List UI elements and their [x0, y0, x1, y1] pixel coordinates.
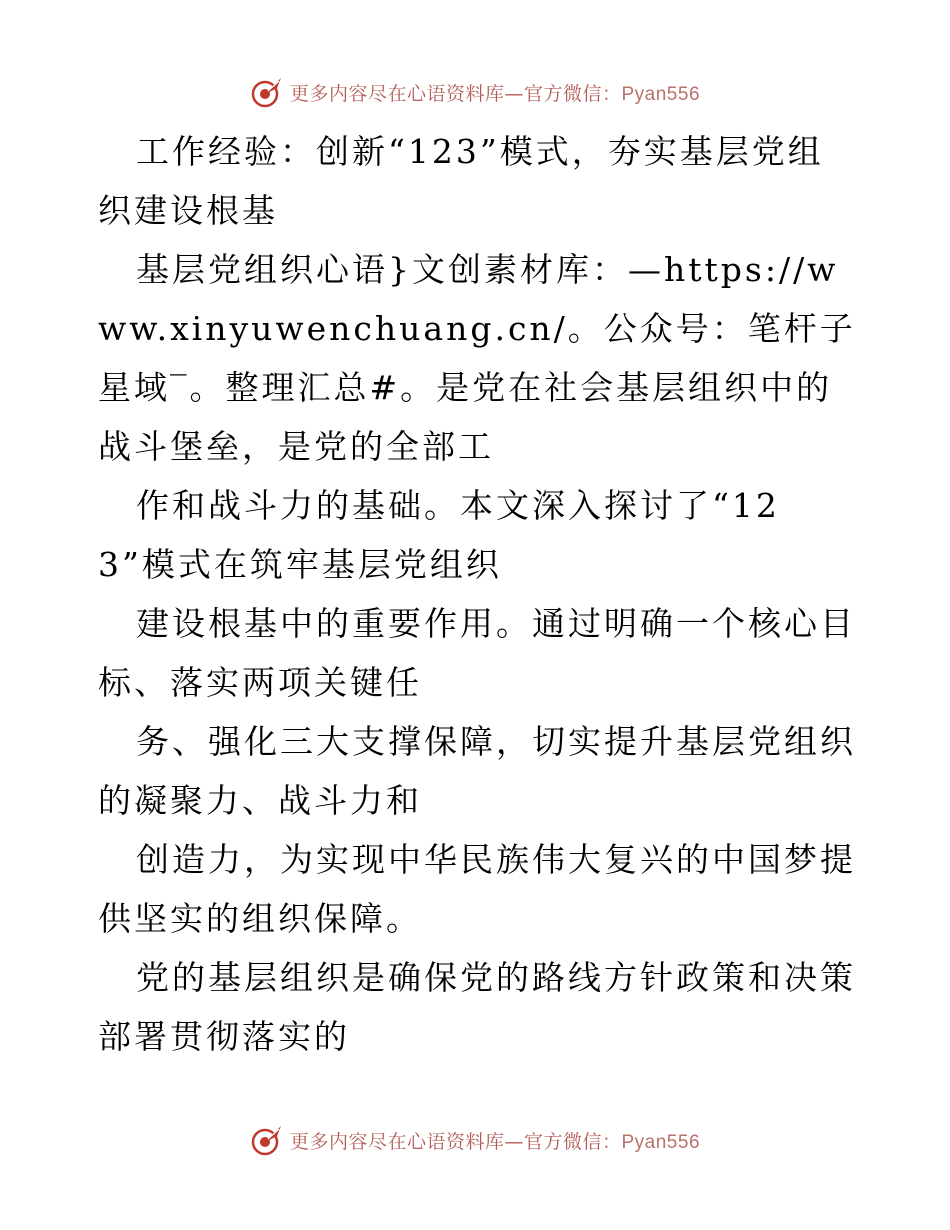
paragraph-implementation: 党的基层组织是确保党的路线方针政策和决策部署贯彻落实的 — [98, 958, 856, 1056]
header-watermark — [0, 70, 950, 114]
quill-logo-icon — [250, 1123, 284, 1157]
header-watermark-text: 更多内容尽在心语资料库—官方微信： — [289, 82, 622, 105]
header-watermark-id: Pyan556 — [621, 83, 701, 105]
quill-logo-icon — [250, 75, 284, 109]
paragraph-tasks: 务、强化三大支撑保障，切实提升基层党组织的凝聚力、战斗力和 — [98, 722, 856, 820]
footer-watermark — [0, 1118, 950, 1162]
paragraph-intro: 基层党组织心语}文创素材库：—https://www.xinyuwenchuang.cn/。公众号：笔杆子星域‾。整理汇总#。是党在社会基层组织中的战斗堡垒，是党的全部工 — [98, 250, 856, 466]
paragraph-title: 工作经验：创新“123”模式，夯实基层党组织建设根基 — [98, 132, 824, 230]
paragraph-creativity: 创造力，为实现中华民族伟大复兴的中国梦提供坚实的组织保障。 — [98, 840, 856, 938]
footer-watermark-id: Pyan556 — [621, 1131, 701, 1153]
document-body — [98, 122, 858, 1066]
paragraph-basis: 作和战斗力的基础。本文深入探讨了“123”模式在筑牢基层党组织 — [98, 486, 780, 584]
footer-watermark-text: 更多内容尽在心语资料库—官方微信： — [289, 1130, 622, 1153]
paragraph-goal: 建设根基中的重要作用。通过明确一个核心目标、落实两项关键任 — [98, 604, 856, 702]
